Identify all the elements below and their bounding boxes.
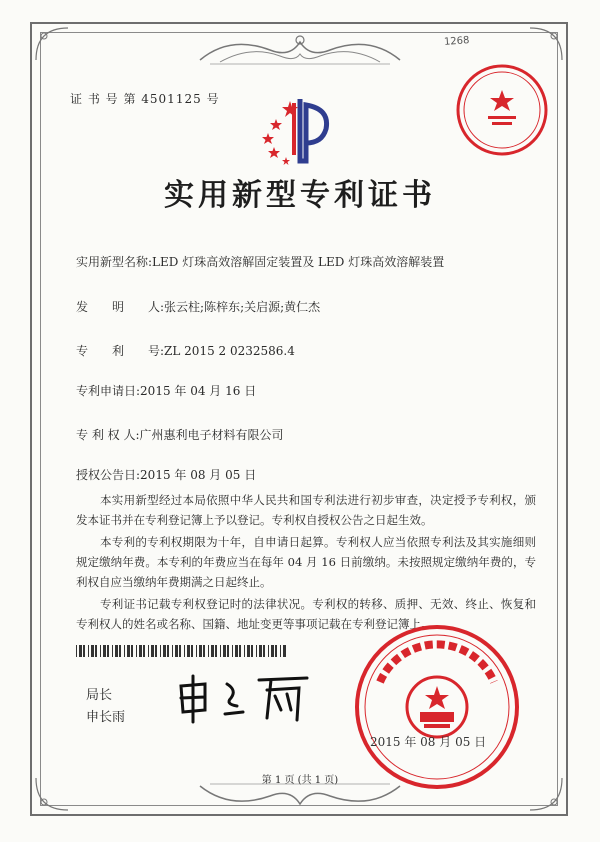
barcode-bar bbox=[112, 645, 113, 657]
barcode-bar bbox=[271, 645, 274, 657]
barcode-bar bbox=[283, 645, 286, 657]
barcode-bar bbox=[247, 645, 250, 657]
patent-office-logo bbox=[250, 95, 340, 165]
barcode-bar bbox=[256, 645, 257, 657]
barcode-bar bbox=[83, 645, 85, 657]
barcode-bar bbox=[115, 645, 118, 657]
barcode-bar bbox=[251, 645, 253, 657]
barcode-bar bbox=[208, 645, 209, 657]
barcode-bar bbox=[88, 645, 89, 657]
barcode-bar bbox=[223, 645, 226, 657]
barcode-bar bbox=[235, 645, 238, 657]
barcode-bar bbox=[244, 645, 245, 657]
barcode-bar bbox=[275, 645, 277, 657]
barcode-bar bbox=[259, 645, 262, 657]
barcode-bar bbox=[179, 645, 181, 657]
barcode-bar bbox=[196, 645, 197, 657]
barcode-bar bbox=[239, 645, 241, 657]
certificate-number bbox=[70, 90, 220, 107]
barcode-bar bbox=[184, 645, 185, 657]
barcode-bar bbox=[95, 645, 97, 657]
field-value: 广州惠利电子材料有限公司 bbox=[139, 428, 284, 442]
barcode-bar bbox=[131, 645, 133, 657]
barcode-bar bbox=[227, 645, 229, 657]
barcode-bar bbox=[232, 645, 233, 657]
paragraph-grant: 本实用新型经过本局依照中华人民共和国专利法进行初步审查，决定授予专利权，颁发本证书并在专利登记簿上予以登记。专利权自授权公告之日起生效。 bbox=[76, 493, 536, 527]
field-label: 授权公告日: bbox=[76, 468, 141, 482]
field-inventors bbox=[76, 298, 320, 315]
field-patent-number bbox=[76, 342, 295, 359]
barcode-bar bbox=[191, 645, 193, 657]
field-label: 专 利 权 人: bbox=[76, 428, 140, 442]
top-ornament bbox=[190, 30, 410, 70]
barcode-bar bbox=[139, 645, 142, 657]
barcode-bar bbox=[107, 645, 109, 657]
barcode-bar bbox=[136, 645, 137, 657]
seal-date: 2015 年 08 月 05 日 bbox=[370, 735, 487, 749]
field-patentee bbox=[76, 426, 284, 443]
handwritten-note: 1268 bbox=[443, 35, 470, 48]
field-value: 2015 年 04 月 16 日 bbox=[140, 384, 257, 398]
field-label: 专利申请日: bbox=[76, 384, 141, 398]
barcode-bar bbox=[127, 645, 130, 657]
barcode-bar bbox=[220, 645, 221, 657]
barcode-bar bbox=[172, 645, 173, 657]
field-grant-date bbox=[76, 466, 256, 483]
barcode-bar bbox=[91, 645, 94, 657]
barcode-bar bbox=[199, 645, 202, 657]
corner-ornament-top-right bbox=[526, 24, 566, 64]
barcode-bar bbox=[215, 645, 217, 657]
barcode-bar bbox=[76, 645, 77, 657]
barcode-bar bbox=[124, 645, 125, 657]
barcode-bar bbox=[268, 645, 269, 657]
barcode-bar bbox=[155, 645, 157, 657]
barcode-bar bbox=[148, 645, 149, 657]
page-number: 第 1 页 (共 1 页) bbox=[261, 775, 339, 786]
barcode-bar bbox=[211, 645, 214, 657]
barcode-bar bbox=[280, 645, 281, 657]
barcode-bar bbox=[203, 645, 205, 657]
barcode-bar bbox=[100, 645, 101, 657]
barcode bbox=[76, 645, 286, 657]
field-value: ZL 2015 2 0232586.4 bbox=[164, 344, 295, 358]
paragraph-legal-status: 专利证书记载专利权登记时的法律状况。专利权的转移、质押、无效、终止、恢复和专利权人的姓名或名称、国籍、地址变更等事项记载在专利登记簿上。 bbox=[76, 597, 536, 631]
barcode-bar bbox=[151, 645, 154, 657]
national-ip-office-seal bbox=[352, 622, 522, 792]
director-signature bbox=[175, 670, 315, 726]
field-label: 专 利 号: bbox=[76, 344, 165, 358]
certificate-number-suffix: 号 bbox=[206, 92, 220, 106]
corner-ornament-top-left bbox=[32, 24, 72, 64]
barcode-bar bbox=[167, 645, 169, 657]
director-name: 申长雨 bbox=[86, 710, 126, 725]
small-red-seal bbox=[452, 60, 552, 160]
field-utility-model-name bbox=[76, 253, 444, 270]
barcode-bar bbox=[263, 645, 265, 657]
certificate-number-value: 4501125 bbox=[141, 92, 202, 106]
barcode-bar bbox=[143, 645, 145, 657]
barcode-bar bbox=[79, 645, 82, 657]
field-application-date bbox=[76, 382, 256, 399]
field-value: 2015 年 08 月 05 日 bbox=[140, 468, 257, 482]
barcode-bar bbox=[163, 645, 166, 657]
field-value: LED 灯珠高效溶解固定装置及 LED 灯珠高效溶解装置 bbox=[152, 255, 445, 269]
certificate-number-label: 证 书 号 第 bbox=[70, 92, 137, 106]
barcode-bar bbox=[160, 645, 161, 657]
barcode-bar bbox=[187, 645, 190, 657]
field-value: 张云柱;陈梓东;关启源;黄仁杰 bbox=[164, 300, 321, 314]
barcode-bar bbox=[175, 645, 178, 657]
director-title: 局长 bbox=[86, 688, 113, 703]
barcode-bar bbox=[103, 645, 106, 657]
paragraph-term: 本专利的专利权期限为十年，自申请日起算。专利权人应当依照专利法及其实施细则规定缴纳年费。本专利的年费应当在每年 04 月 16 日前缴纳。未按照规定缴纳年费的，专利权自应当缴纳年费期满之日起终止。 bbox=[76, 535, 536, 589]
field-label: 发 明 人: bbox=[76, 300, 165, 314]
field-label: 实用新型名称: bbox=[76, 255, 153, 269]
barcode-bar bbox=[119, 645, 121, 657]
certificate-title: 实用新型专利证书 bbox=[164, 178, 436, 213]
